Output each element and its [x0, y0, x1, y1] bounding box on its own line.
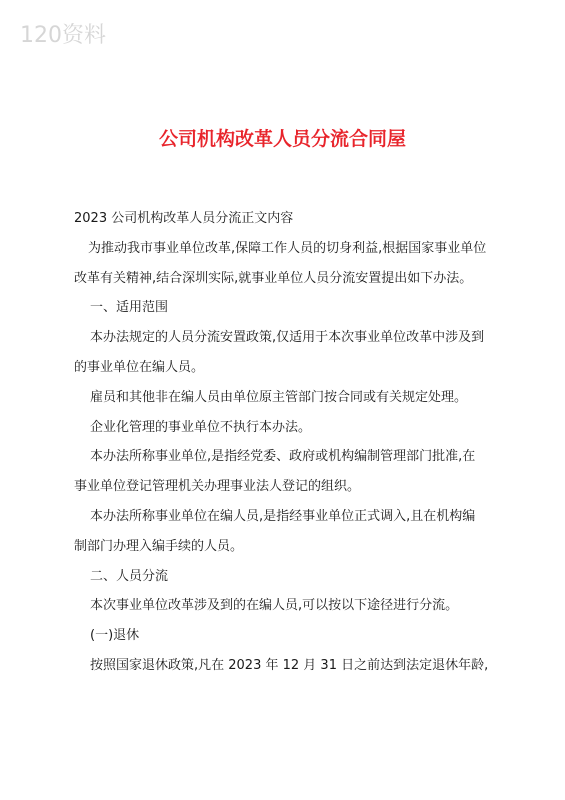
watermark-logo: 120资料	[20, 23, 106, 48]
paragraph-line: 本办法所称事业单位,是指经党委、政府或机构编制管理部门批准,在	[90, 449, 476, 465]
paragraph-line: 的事业单位在编人员。	[74, 359, 205, 375]
section-heading: 二、人员分流	[90, 568, 169, 584]
paragraph-line: 改革有关精神,结合深圳实际,就事业单位人员分流安置提出如下办法。	[74, 270, 473, 286]
subtitle-line: 2023 公司机构改革人员分流正文内容	[74, 211, 294, 226]
paragraph-line: 按照国家退休政策,凡在 2023 年 12 月 31 日之前达到法定退休年龄,	[90, 657, 489, 673]
paragraph-line: 制部门办理入编手续的人员。	[74, 538, 244, 554]
paragraph-line: 本办法所称事业单位在编人员,是指经事业单位正式调入,且在机构编	[90, 508, 476, 524]
paragraph-line: 本次事业单位改革涉及到的在编人员,可以按以下途径进行分流。	[90, 598, 459, 614]
document-body	[74, 204, 506, 681]
paragraph-line: 本办法规定的人员分流安置政策,仅适用于本次事业单位改革中涉及到	[90, 330, 485, 346]
paragraph-line: 企业化管理的事业单位不执行本办法。	[90, 419, 312, 435]
paragraph-line: 事业单位登记管理机关办理事业法人登记的组织。	[74, 479, 361, 495]
section-heading: 一、适用范围	[90, 300, 169, 316]
subsection-heading: (一)退休	[90, 628, 140, 644]
paragraph-line: 雇员和其他非在编人员由单位原主管部门按合同或有关规定处理。	[90, 389, 468, 405]
paragraph-line: 为推动我市事业单位改革,保障工作人员的切身利益,根据国家事业单位	[88, 240, 487, 256]
document-title: 公司机构改革人员分流合同屋	[158, 128, 406, 150]
